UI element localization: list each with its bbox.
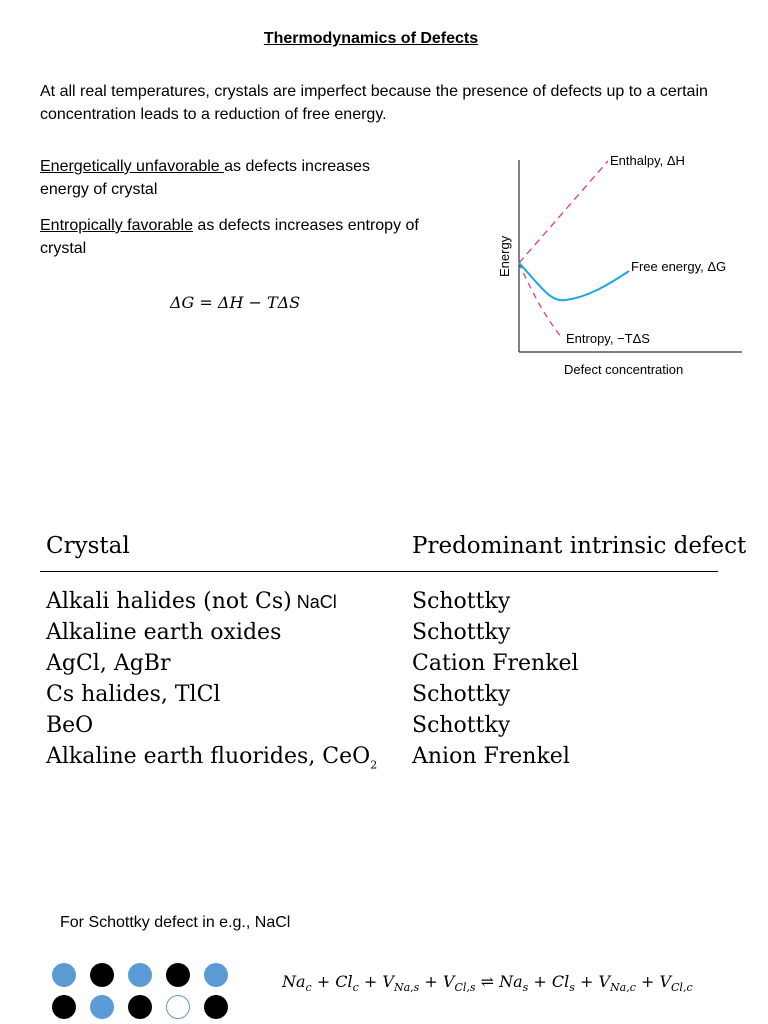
x-axis-label: Defect concentration xyxy=(564,362,684,377)
table-header-defect: Predominant intrinsic defect xyxy=(412,533,747,559)
ion-black xyxy=(90,963,114,987)
free-energy-curve xyxy=(519,263,629,300)
reaction-operator: + xyxy=(635,972,660,991)
crystal-name: AgCl, AgBr xyxy=(46,651,171,676)
reaction-operator: + xyxy=(311,972,336,991)
ion-blue xyxy=(52,963,76,987)
entropic-term: Entropically favorable xyxy=(40,217,193,234)
reaction-term: $Na_c$ xyxy=(282,972,312,995)
reaction-term: $V_{Cl,c}$ xyxy=(659,972,693,995)
ion-blue xyxy=(128,963,152,987)
crystal-name: Alkali halides (not Cs) xyxy=(46,589,292,614)
table-header-crystal: Crystal xyxy=(46,533,130,559)
table-cell-defect: Anion Frenkel xyxy=(412,744,570,769)
reaction-term: $V_{Cl,s}$ xyxy=(442,972,476,995)
reaction-operator: ⇌ xyxy=(475,972,500,991)
entropy-curve xyxy=(519,263,562,338)
energetic-rest: as defects increases energy of crystal xyxy=(40,158,370,198)
intro-paragraph: At all real temperatures, crystals are imperfect because the presence of defects up to a certain concentration leads to a reduction of free energy. xyxy=(40,83,708,123)
table-cell-defect: Schottky xyxy=(412,589,511,614)
energetic-term: Energetically unfavorable xyxy=(40,158,225,175)
page-title: Thermodynamics of Defects xyxy=(263,30,479,47)
ion-black xyxy=(52,995,76,1019)
ion-blue xyxy=(90,995,114,1019)
ion-black xyxy=(128,995,152,1019)
ion-black xyxy=(204,995,228,1019)
table-cell-crystal xyxy=(46,744,377,771)
free-energy-label: Free energy, ΔG xyxy=(631,259,727,274)
reaction-term: $Cl_c$ xyxy=(335,972,359,995)
energetic-statement xyxy=(40,155,420,201)
crystal-name: BeO xyxy=(46,713,94,738)
vacancy-site xyxy=(166,995,190,1019)
reaction-term: $Cl_s$ xyxy=(551,972,575,995)
entropy-label: Entropy, −TΔS xyxy=(566,331,650,346)
crystal-name: Alkaline earth oxides xyxy=(46,620,282,645)
table-cell-crystal xyxy=(46,620,281,645)
reaction-term: $V_{Na,s}$ xyxy=(382,972,420,995)
table-cell-defect: Schottky xyxy=(412,620,511,645)
reaction-operator: + xyxy=(419,972,443,991)
table-cell-crystal xyxy=(46,682,220,707)
reaction-operator: + xyxy=(528,972,552,991)
y-axis-label: Energy xyxy=(497,235,512,277)
table-rule-right xyxy=(376,571,718,572)
gibbs-equation: ΔG = ΔH − TΔS xyxy=(170,293,301,312)
reaction-term: $Na_s$ xyxy=(499,972,529,995)
entropic-rest: as defects increases entropy of crystal xyxy=(40,217,419,257)
table-cell-defect: Schottky xyxy=(412,713,511,738)
reaction-operator: + xyxy=(358,972,383,991)
table-cell-crystal xyxy=(46,589,337,614)
entropic-statement xyxy=(40,214,420,260)
enthalpy-curve xyxy=(519,161,608,263)
ion-black xyxy=(166,963,190,987)
energy-diagram xyxy=(478,145,758,390)
table-cell-crystal xyxy=(46,651,170,676)
reaction-term: $V_{Na,c}$ xyxy=(598,972,636,995)
reaction-operator: + xyxy=(574,972,599,991)
crystal-note: 2 xyxy=(370,758,378,772)
table-cell-defect: Cation Frenkel xyxy=(412,651,579,676)
crystal-name: Alkaline earth fluorides, CeO xyxy=(46,744,371,769)
table-cell-defect: Schottky xyxy=(412,682,511,707)
schottky-reaction xyxy=(282,972,693,994)
table-rule-left xyxy=(40,571,376,572)
ion-blue xyxy=(204,963,228,987)
table-cell-crystal xyxy=(46,713,93,738)
enthalpy-label: Enthalpy, ΔH xyxy=(610,153,685,168)
crystal-name: Cs halides, TlCl xyxy=(46,682,221,707)
schottky-caption: For Schottky defect in e.g., NaCl xyxy=(60,914,291,931)
crystal-note: NaCl xyxy=(291,592,337,612)
